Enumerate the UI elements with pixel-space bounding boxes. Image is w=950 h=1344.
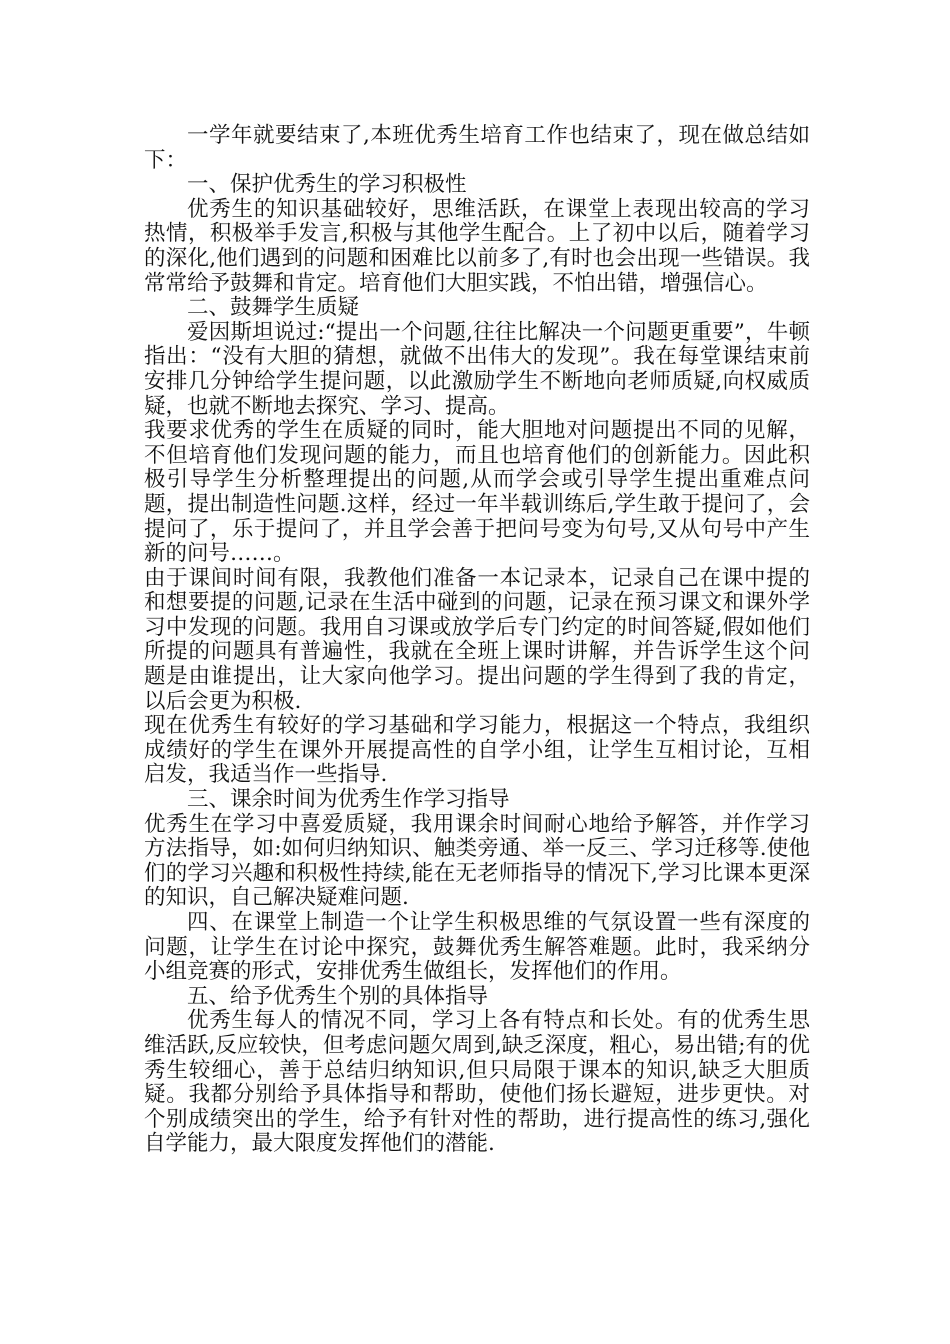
document-body [144,124,810,1157]
paragraph-section-5: 优秀生每人的情况不同，学习上各有特点和长处。有的优秀生思维活跃,反应较快，但考虑问题欠周到,缺乏深度，粗心，易出错;有的优秀生较细心，善于总结归纳知识,但只局限于课本的知识,缺乏大胆质疑。我都分别给予具体指导和帮助，使他们扬长避短，进步更快。对个别成绩突出的学生，给予有针对性的帮助，进行提高性的练习,强化自学能力，最大限度发挥他们的潜能. [144,1008,810,1157]
section-heading-3: 三、课余时间为优秀生作学习指导 [187,787,510,813]
paragraph-section-2b: 我要求优秀的学生在质疑的同时，能大胆地对问题提出不同的见解，不但培育他们发现问题的能力，而且也培育他们的创新能力。因此积极引导学生分析整理提出的问题,从而学会或引导学生提出重难点问题，提出制造性问题.这样，经过一年半载训练后,学生敢于提问了，会提问了，乐于提问了，并且学会善于把问号变为句号,又从句号中产生新的问号……。 [144,418,810,567]
paragraph-section-2c: 由于课间时间有限，我教他们准备一本记录本，记录自己在课中提的和想要提的问题,记录在生活中碰到的问题，记录在预习课文和课外学习中发现的问题。我用自习课或放学后专门约定的时间答疑,假如他们所提的问题具有普遍性，我就在全班上课时讲解，并告诉学生这个问题是由谁提出，让大家向他学习。提出问题的学生得到了我的肯定，以后会更为积极. [144,565,810,714]
section-heading-2: 二、鼓舞学生质疑 [187,295,360,321]
section-heading-5: 五、给予优秀生个别的具体指导 [187,983,489,1009]
paragraph-section-2d: 现在优秀生有较好的学习基础和学习能力，根据这一个特点，我组织成绩好的学生在课外开展提高性的自学小组，让学生互相讨论，互相启发，我适当作一些指导. [144,713,810,788]
paragraph-section-2a: 爱因斯坦说过:“提出一个问题,往往比解决一个问题更重要”，牛顿指出：“没有大胆的猜想，就做不出伟大的发现”。我在每堂课结束前安排几分钟给学生提问题，以此激励学生不断地向老师质疑,向权威质疑，也就不断地去探究、学习、提高。 [144,319,810,419]
paragraph-section-1: 优秀生的知识基础较好，思维活跃，在课堂上表现出较高的学习热情，积极举手发言,积极与其他学生配合。上了初中以后，随着学习的深化,他们遇到的问题和困难比以前多了,有时也会出现一些错误。我常常给予鼓舞和肯定。培育他们大胆实践，不怕出错，增强信心。 [144,196,810,296]
paragraph-section-3: 优秀生在学习中喜爱质疑，我用课余时间耐心地给予解答，并作学习方法指导，如:如何归纳知识、触类旁通、举一反三、学习迁移等.使他们的学习兴趣和积极性持续,能在无老师指导的情况下,学习比课本更深的知识，自己解决疑难问题. [144,811,810,911]
section-heading-1: 一、保护优秀生的学习积极性 [187,172,467,198]
paragraph-section-4: 四、在课堂上制造一个让学生积极思维的气氛设置一些有深度的问题，让学生在讨论中探究，鼓舞优秀生解答难题。此时，我采纳分小组竞赛的形式，安排优秀生做组长，发挥他们的作用。 [144,910,810,985]
paragraph-intro: 一学年就要结束了,本班优秀生培育工作也结束了，现在做总结如下： [144,123,810,173]
